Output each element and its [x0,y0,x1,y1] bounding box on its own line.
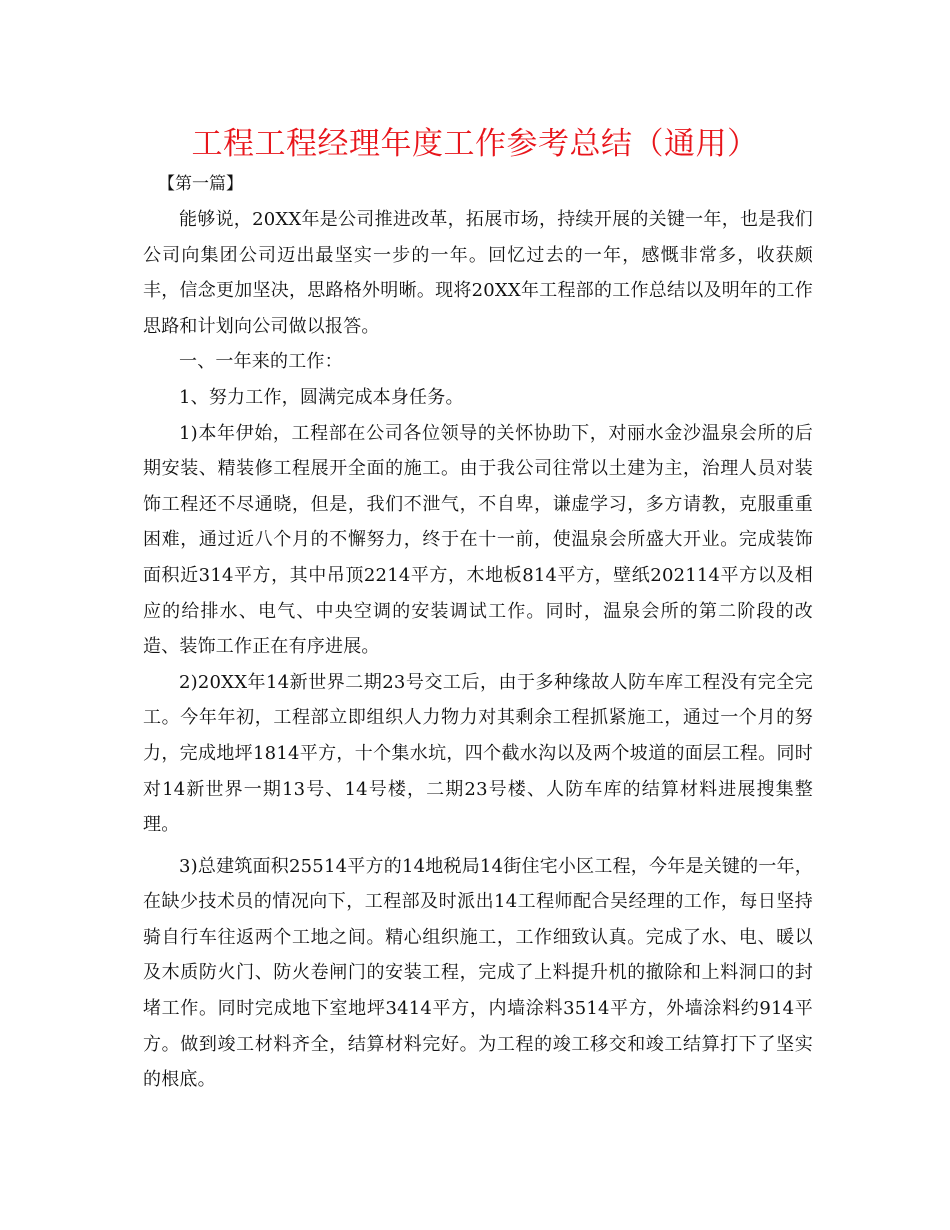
paragraph-item-1: 1)本年伊始，工程部在公司各位领导的关怀协助下，对丽水金沙温泉会所的后期安装、精装修工程展开全面的施工。由于我公司往常以土建为主，治理人员对装饰工程还不尽通晓，但是，我们不泄气，不自卑，谦虚学习，多方请教，克服重重困难，通过近八个月的不懈努力，终于在十一前，使温泉会所盛大开业。完成装饰面积近314平方，其中吊顶2214平方，木地板814平方，壁纸202114平方以及相应的给排水、电气、中央空调的安装调试工作。同时，温泉会所的第二阶段的改造、装饰工作正在有序进展。 [143,422,813,658]
paragraph-heading-1: 一、一年来的工作： [179,351,343,373]
document-title: 工程工程经理年度工作参考总结（通用） [191,126,759,162]
document-body [143,202,813,1098]
paragraph-heading-1-1: 1、努力工作，圆满完成本身任务。 [179,386,464,408]
paragraph-item-3: 3)总建筑面积25514平方的14地税局14街住宅小区工程，今年是关键的一年，在缺少技术员的情况向下，工程部及时派出14工程师配合吴经理的工作，每日坚持骑自行车往返两个工地之间。精心组织施工，工作细致认真。完成了水、电、暖以及木质防火门、防火卷闸门的安装工程，完成了上料提升机的撤除和上料洞口的封堵工作。同时完成地下室地坪3414平方，内墙涂料3514平方，外墙涂料约914平方。做到竣工材料齐全，结算材料完好。为工程的竣工移交和竣工结算打下了坚实的根底。 [143,855,813,1091]
section-label: 【第一篇】 [158,174,243,194]
paragraph-intro: 能够说，20XX年是公司推进改革，拓展市场，持续开展的关键一年，也是我们公司向集团公司迈出最坚实一步的一年。回忆过去的一年，感慨非常多，收获颇丰，信念更加坚决，思路格外明晰。现将20XX年工程部的工作总结以及明年的工作思路和计划向公司做以报答。 [143,209,813,337]
paragraph-item-2: 2)20XX年14新世界二期23号交工后，由于多种缘故人防车库工程没有完全完工。今年年初，工程部立即组织人力物力对其剩余工程抓紧施工，通过一个月的努力，完成地坪1814平方，十个集水坑，四个截水沟以及两个坡道的面层工程。同时对14新世界一期13号、14号楼，二期23号楼、人防车库的结算材料进展搜集整理。 [143,671,813,836]
